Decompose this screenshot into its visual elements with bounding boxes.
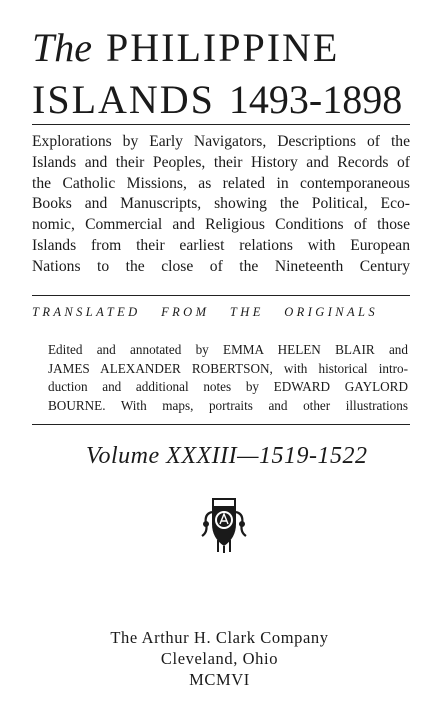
description (32, 132, 410, 278)
description-line: Nations to the close of the Nineteenth Century (32, 257, 410, 275)
publisher-imprint (0, 627, 439, 690)
publisher-year: MCMVI (189, 670, 250, 689)
editors-line: BOURNE. With maps, portraits and other illustrations (48, 397, 408, 413)
title-islands: ISLANDS (32, 77, 215, 122)
middle-rule (32, 295, 410, 296)
editors-line: duction and additional notes by EDWARD GAYLORD (48, 379, 408, 395)
description-line: Islands from their earliest relations with European (32, 236, 410, 254)
publisher-name: The Arthur H. Clark Company (110, 628, 329, 647)
title-years: 1493-1898 (228, 77, 403, 122)
editors-line: JAMES ALEXANDER ROBERTSON, with historical intro- (48, 360, 408, 376)
translated-from-originals: TRANSLATED FROM THE ORIGINALS (32, 305, 379, 319)
description-line: nomic, Commercial and Religious Conditions of those (32, 216, 410, 234)
top-rule (32, 124, 410, 125)
title-line-2 (32, 76, 422, 124)
title-the: The (32, 25, 92, 70)
title-philippine: PHILIPPINE (106, 25, 340, 70)
publisher-device-icon (198, 494, 250, 554)
volume-line: Volume XXXIII—1519-1522 (86, 443, 368, 469)
editors-credit (48, 341, 408, 415)
description-line: Explorations by Early Navigators, Descriptions of the (32, 133, 410, 150)
description-line: Islands and their Peoples, their History and Records of (32, 153, 410, 171)
description-line: Books and Manuscripts, showing the Political, Eco- (32, 195, 410, 213)
title-line-1 (32, 24, 422, 72)
editors-line: Edited and annotated by EMMA HELEN BLAIR and (48, 342, 408, 357)
lower-rule (32, 424, 410, 425)
description-line: the Catholic Missions, as related in contemporaneous (32, 174, 410, 192)
publisher-city: Cleveland, Ohio (160, 649, 279, 668)
